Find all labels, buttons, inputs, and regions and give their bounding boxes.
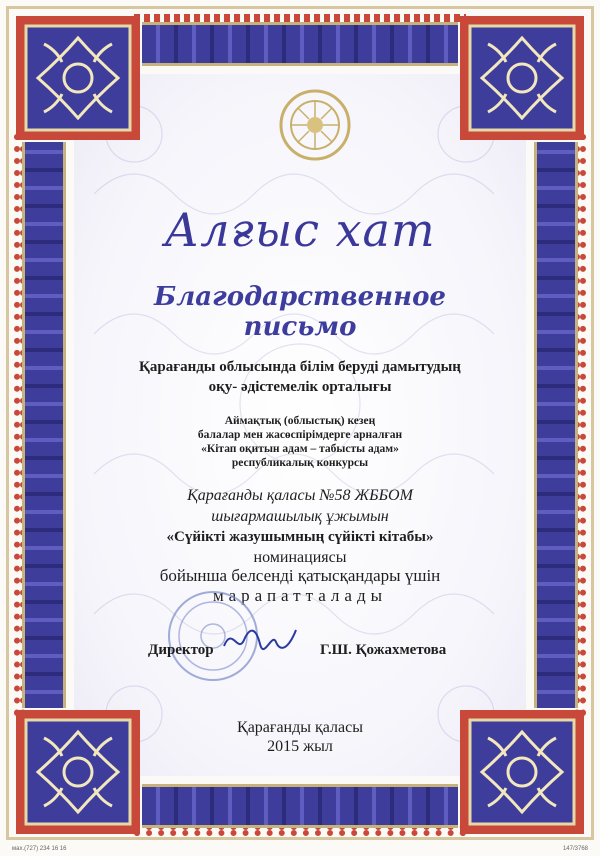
footer-code: 147/3768 bbox=[562, 846, 588, 852]
ornament-corner-icon bbox=[14, 14, 142, 142]
awarded-label: марапатталады bbox=[212, 586, 388, 605]
director-name: Г.Ш. Қожахметова bbox=[320, 642, 447, 658]
nomination-label: номинациясы bbox=[253, 549, 347, 566]
director-label: Директор bbox=[148, 642, 214, 658]
organization-line2: оқу- әдістемелік орталығы bbox=[208, 379, 392, 395]
title-russian-line2: письмо bbox=[243, 312, 357, 342]
school-line2: шығармашылық ұжымын bbox=[211, 508, 389, 525]
footer-phone: мах.(727) 234 16 16 bbox=[12, 846, 67, 852]
competition-line2: балалар мен жасөспірімдерге арналған bbox=[197, 429, 403, 441]
border-band-bottom bbox=[142, 784, 458, 828]
organization-line1: Қарағанды облысында білім беруді дамытудың bbox=[139, 359, 461, 375]
competition-line4: республикалық конкурсы bbox=[231, 457, 369, 469]
competition-line3: «Кітап оқитын адам – табысты адам» bbox=[201, 443, 399, 455]
rim-top bbox=[134, 14, 466, 22]
border-band-top bbox=[142, 22, 458, 66]
title-kazakh: Алғыс хат bbox=[164, 203, 436, 257]
nomination-title: «Сүйікті жазушымның сүйікті кітабы» bbox=[166, 529, 434, 545]
title-russian-line1: Благодарственное bbox=[154, 282, 446, 312]
school-line1: Қарағанды қаласы №58 ЖББОМ bbox=[187, 487, 413, 504]
year: 2015 жыл bbox=[267, 738, 333, 755]
participation-reason: бойынша белсенді қатысқандары үшін bbox=[159, 566, 441, 585]
signature-icon bbox=[220, 620, 300, 660]
city: Қарағанды қаласы bbox=[237, 719, 363, 736]
ornament-corner-icon bbox=[458, 14, 586, 142]
state-emblem-icon bbox=[278, 88, 352, 162]
competition-line1: Аймақтық (облыстық) кезең bbox=[224, 415, 376, 427]
